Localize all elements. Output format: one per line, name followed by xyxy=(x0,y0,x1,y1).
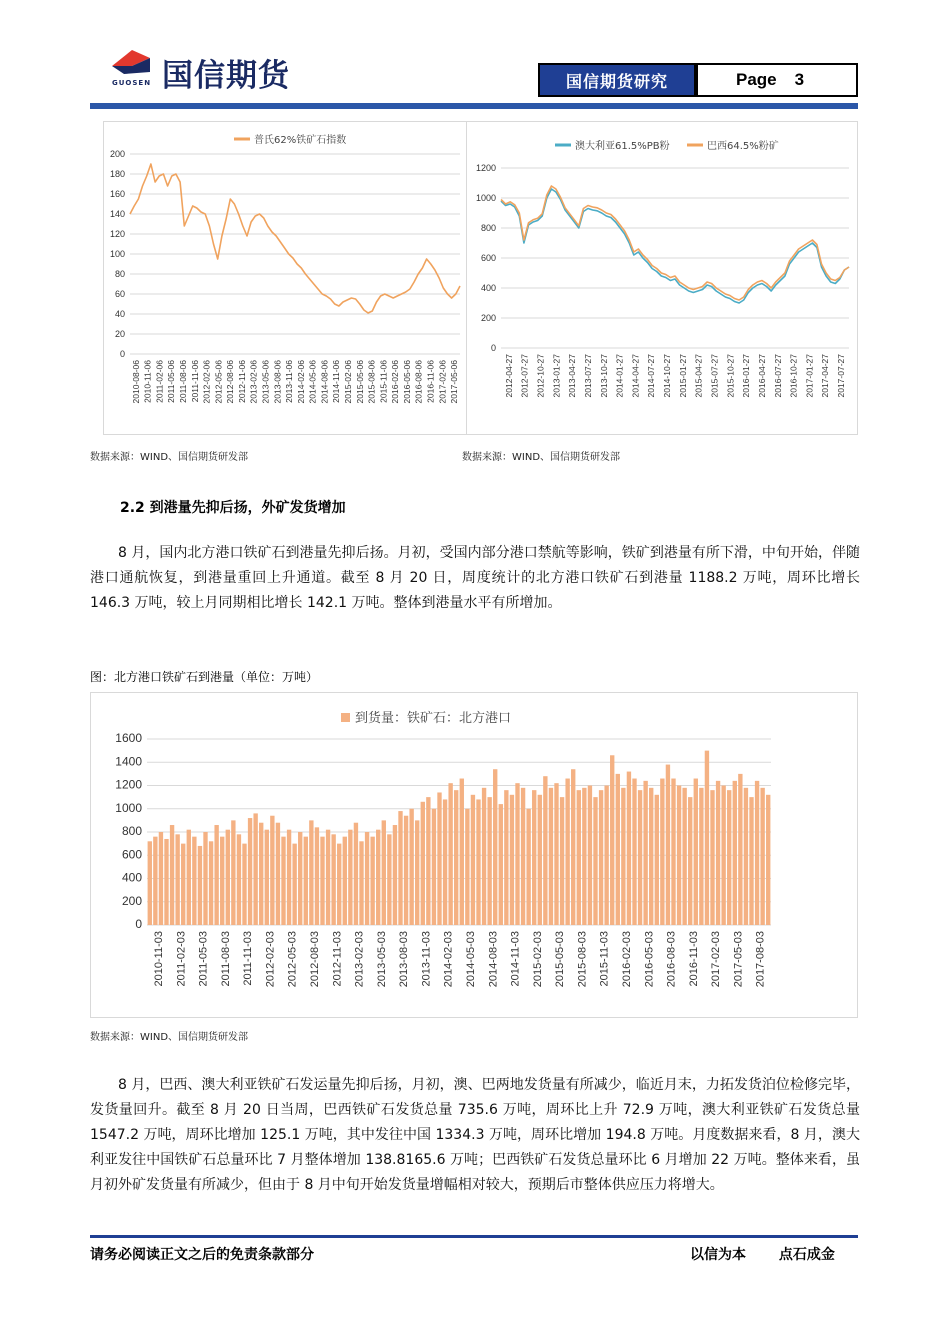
bar xyxy=(281,837,285,925)
x-tick-label: 2015-05-06 xyxy=(354,360,365,404)
x-tick-label: 2013-11-03 xyxy=(420,931,433,987)
logo-text: 国信期货 xyxy=(162,58,290,94)
bar xyxy=(276,823,280,925)
bar xyxy=(170,825,174,925)
guosen-logo-mark-icon xyxy=(110,46,162,80)
x-tick-label: 2014-11-06 xyxy=(331,360,342,403)
bar xyxy=(532,790,536,925)
x-tick-label: 2011-11-06 xyxy=(189,360,200,403)
bar xyxy=(226,830,230,925)
figure-source: 数据来源：WIND、国信期货研发部 xyxy=(90,1032,249,1043)
bar xyxy=(393,825,397,925)
bar xyxy=(309,820,313,925)
bar xyxy=(432,809,436,925)
x-tick-label: 2016-10-27 xyxy=(788,354,799,398)
x-tick-label: 2010-08-06 xyxy=(130,360,141,404)
bar xyxy=(387,834,391,925)
x-tick-label: 2013-10-27 xyxy=(598,354,609,398)
y-tick-label: 600 xyxy=(121,847,142,862)
bar xyxy=(688,797,692,925)
bar xyxy=(599,790,603,925)
bar xyxy=(565,779,569,925)
x-tick-label: 2014-02-03 xyxy=(442,931,455,988)
bar xyxy=(192,837,196,925)
bar xyxy=(354,823,358,925)
x-tick-label: 2011-11-03 xyxy=(242,931,255,986)
y-tick-label: 60 xyxy=(114,289,125,299)
bar xyxy=(448,783,452,925)
y-tick-label: 1000 xyxy=(475,193,496,203)
bar xyxy=(398,811,402,925)
y-tick-label: 1200 xyxy=(115,777,142,792)
bar xyxy=(454,790,458,925)
bar xyxy=(755,781,759,925)
footer-motto-1: 以信为本 xyxy=(690,1247,746,1263)
bar xyxy=(253,813,257,925)
x-tick-label: 2012-02-03 xyxy=(264,931,277,988)
bar xyxy=(237,834,241,925)
legend-label: 巴西64.5%粉矿 xyxy=(707,141,779,152)
bar xyxy=(482,788,486,925)
x-tick-label: 2015-01-27 xyxy=(677,354,688,398)
bar xyxy=(315,827,319,925)
header-page-box xyxy=(696,63,858,97)
x-tick-label: 2017-02-03 xyxy=(710,931,723,988)
bar xyxy=(298,832,302,925)
y-tick-label: 100 xyxy=(109,249,125,259)
x-tick-label: 2012-11-03 xyxy=(331,931,344,987)
platts-index-chart-svg xyxy=(104,122,468,436)
bar xyxy=(733,781,737,925)
bar xyxy=(738,774,742,925)
bar xyxy=(415,820,419,925)
bar xyxy=(571,769,575,925)
header-rule xyxy=(90,103,858,109)
bar xyxy=(471,795,475,925)
x-tick-label: 2010-11-03 xyxy=(152,931,165,987)
bar xyxy=(248,818,252,925)
x-tick-label: 2011-08-06 xyxy=(178,360,189,403)
x-tick-label: 2014-07-27 xyxy=(646,354,657,398)
x-tick-label: 2013-02-03 xyxy=(353,931,366,988)
bar xyxy=(749,797,753,925)
x-tick-label: 2016-11-03 xyxy=(687,931,700,987)
bar xyxy=(343,837,347,925)
y-tick-label: 400 xyxy=(121,870,142,885)
bar xyxy=(682,788,686,925)
bar xyxy=(426,797,430,925)
series-line-1 xyxy=(130,164,460,313)
bar xyxy=(198,846,202,925)
chart-source-left: 数据来源：WIND、国信期货研发部 xyxy=(90,452,249,463)
x-tick-label: 2013-01-27 xyxy=(551,354,562,398)
bar xyxy=(220,837,224,925)
section-title: 2.2 到港量先抑后扬，外矿发货增加 xyxy=(120,500,346,516)
bar xyxy=(760,788,764,925)
x-tick-label: 2015-08-03 xyxy=(576,931,589,988)
page-number: 3 xyxy=(794,70,805,89)
bar xyxy=(203,832,207,925)
x-tick-label: 2014-10-27 xyxy=(662,354,673,398)
bar xyxy=(660,779,664,925)
x-tick-label: 2011-02-03 xyxy=(175,931,188,987)
x-tick-label: 2014-01-27 xyxy=(614,354,625,398)
bar xyxy=(460,779,464,925)
figure-caption: 图：北方港口铁矿石到港量（单位：万吨） xyxy=(90,670,319,684)
chart-source-right: 数据来源：WIND、国信期货研发部 xyxy=(462,452,621,463)
guosen-logo xyxy=(110,46,340,94)
y-tick-label: 80 xyxy=(114,269,125,279)
x-tick-label: 2012-07-27 xyxy=(519,354,530,398)
bar xyxy=(510,795,514,925)
bar xyxy=(159,832,163,925)
x-tick-label: 2010-11-06 xyxy=(142,360,153,403)
bar xyxy=(593,797,597,925)
y-tick-label: 1600 xyxy=(115,731,142,745)
bar xyxy=(153,837,157,925)
bar xyxy=(231,820,235,925)
y-tick-label: 800 xyxy=(480,223,496,233)
y-tick-label: 0 xyxy=(119,349,125,359)
bar xyxy=(443,799,447,925)
x-tick-label: 2014-02-06 xyxy=(295,360,306,404)
bar xyxy=(376,830,380,925)
x-tick-label: 2012-04-27 xyxy=(503,354,514,398)
x-tick-label: 2017-02-06 xyxy=(437,360,448,404)
bar xyxy=(632,779,636,925)
bar xyxy=(181,844,185,925)
x-tick-label: 2012-08-06 xyxy=(225,360,236,404)
pb-vs-brazil-chart-svg xyxy=(467,122,859,436)
x-tick-label: 2015-10-27 xyxy=(725,354,736,398)
bar xyxy=(292,844,296,925)
x-tick-label: 2016-07-27 xyxy=(772,354,783,398)
x-tick-label: 2015-11-06 xyxy=(378,360,389,403)
bar xyxy=(320,837,324,925)
bar xyxy=(588,786,592,926)
bar xyxy=(727,790,731,925)
x-tick-label: 2015-11-03 xyxy=(598,931,611,987)
x-tick-label: 2014-04-27 xyxy=(630,354,641,398)
x-tick-label: 2013-05-03 xyxy=(375,931,388,988)
bar xyxy=(265,830,269,925)
bar xyxy=(766,795,770,925)
x-tick-label: 2017-08-03 xyxy=(754,931,767,988)
bar xyxy=(465,809,469,925)
series-line-2 xyxy=(501,186,849,300)
x-tick-label: 2014-05-03 xyxy=(464,931,477,988)
y-tick-label: 160 xyxy=(109,189,125,199)
y-tick-label: 400 xyxy=(480,283,496,293)
bar xyxy=(560,797,564,925)
bar xyxy=(214,825,218,925)
legend-swatch xyxy=(341,713,350,722)
x-tick-label: 2017-04-27 xyxy=(820,354,831,398)
x-tick-label: 2015-04-27 xyxy=(693,354,704,398)
y-tick-label: 800 xyxy=(121,824,142,838)
x-tick-label: 2015-02-03 xyxy=(531,931,544,988)
x-tick-label: 2016-08-03 xyxy=(665,931,678,988)
bar xyxy=(582,788,586,925)
x-tick-label: 2011-08-03 xyxy=(219,931,232,987)
bar xyxy=(409,809,413,925)
bar xyxy=(487,797,491,925)
bar xyxy=(655,795,659,925)
bar xyxy=(476,799,480,925)
bar xyxy=(699,788,703,925)
x-tick-label: 2013-04-27 xyxy=(567,354,578,398)
legend-label: 到货量：铁矿石：北方港口 xyxy=(355,711,512,726)
bar xyxy=(554,783,558,925)
bar xyxy=(370,837,374,925)
bar xyxy=(543,776,547,925)
footer-motto-2: 点石成金 xyxy=(778,1247,835,1263)
y-tick-label: 20 xyxy=(114,329,125,339)
x-tick-label: 2015-08-06 xyxy=(366,360,377,404)
bar xyxy=(421,802,425,925)
x-tick-label: 2011-02-06 xyxy=(154,360,165,403)
x-tick-label: 2015-07-27 xyxy=(709,354,720,398)
bar xyxy=(694,779,698,925)
x-tick-label: 2014-05-06 xyxy=(307,360,318,404)
bar xyxy=(259,823,263,925)
y-tick-label: 0 xyxy=(135,917,142,931)
paragraph-arrivals: 8 月，国内北方港口铁矿石到港量先抑后扬。月初，受国内部分港口禁航等影响，铁矿到港量有所下滑，中旬开始，伴随港口通航恢复，到港量重回上升通道。截至 8 月 20 日，周度统计的北方港口铁矿石到港量 1188.2 万吨，周环比增长 146.3 万吨，较上月同期相比增长 142.1 万吨。整体到港量水平有所增加。 xyxy=(90,545,860,611)
x-tick-label: 2016-02-06 xyxy=(390,360,401,404)
bar xyxy=(326,830,330,925)
legend-label: 普氏62%铁矿石指数 xyxy=(254,135,347,146)
x-tick-label: 2013-08-06 xyxy=(272,360,283,404)
bar xyxy=(526,809,530,925)
bar xyxy=(521,788,525,925)
bar xyxy=(499,804,503,925)
x-tick-label: 2016-08-06 xyxy=(413,360,424,404)
x-tick-label: 2012-05-06 xyxy=(213,360,224,404)
x-tick-label: 2016-11-06 xyxy=(425,360,436,403)
logo-sub: GUOSEN xyxy=(112,79,152,87)
x-tick-label: 2016-05-03 xyxy=(643,931,656,988)
y-tick-label: 0 xyxy=(490,343,496,353)
x-tick-label: 2012-11-06 xyxy=(236,360,247,403)
bar xyxy=(504,790,508,925)
x-tick-label: 2016-01-27 xyxy=(741,354,752,398)
bar xyxy=(638,790,642,925)
bar xyxy=(649,788,653,925)
x-tick-label: 2013-02-06 xyxy=(248,360,259,404)
footer-rule xyxy=(90,1235,858,1238)
bar xyxy=(404,816,408,925)
y-tick-label: 1400 xyxy=(115,754,142,769)
pb-vs-brazil-chart xyxy=(466,121,858,435)
bar xyxy=(549,788,553,925)
x-tick-label: 2015-02-06 xyxy=(343,360,354,404)
x-tick-label: 2013-07-27 xyxy=(582,354,593,398)
y-tick-label: 180 xyxy=(109,169,125,179)
north-port-arrivals-chart xyxy=(90,692,858,1018)
header-section-label: 国信期货研究 xyxy=(538,63,696,97)
bar xyxy=(716,781,720,925)
x-tick-label: 2017-07-27 xyxy=(836,354,847,398)
bar xyxy=(710,790,714,925)
x-tick-label: 2017-05-06 xyxy=(449,360,460,404)
page-label: Page xyxy=(736,70,777,89)
x-tick-label: 2013-08-03 xyxy=(398,931,411,988)
x-tick-label: 2014-08-06 xyxy=(319,360,330,404)
bar xyxy=(616,774,620,925)
x-tick-label: 2014-08-03 xyxy=(487,931,500,988)
x-tick-label: 2012-02-06 xyxy=(201,360,212,404)
bar xyxy=(744,788,748,925)
bar xyxy=(493,769,497,925)
x-tick-label: 2014-11-03 xyxy=(509,931,522,987)
y-tick-label: 1000 xyxy=(115,800,142,815)
x-tick-label: 2012-08-03 xyxy=(308,931,321,988)
bar xyxy=(242,844,246,925)
north-port-arrivals-chart-svg xyxy=(91,693,859,1019)
y-tick-label: 120 xyxy=(109,229,125,239)
bar xyxy=(666,765,670,925)
bar xyxy=(348,830,352,925)
bar xyxy=(671,779,675,925)
x-tick-label: 2016-02-03 xyxy=(620,931,633,988)
bar xyxy=(621,788,625,925)
bar xyxy=(627,772,631,925)
bar xyxy=(209,841,213,925)
bar xyxy=(677,786,681,926)
paragraph-shipments: 8 月，巴西、澳大利亚铁矿石发运量先抑后扬，月初，澳、巴两地发货量有所减少，临近月末，力拓发货泊位检修完毕，发货量回升。截至 8 月 20 日当周，巴西铁矿石发货总量 735.6 万吨，周环比上升 72.9 万吨，澳大利亚铁矿石发货总量 1547.2 万吨，周环比增加 125.1 万吨，其中发往中国 1334.3 万吨，周环比增加 194.8 万吨。月度数据来看，8 月，澳大利亚发往中国铁矿石总量环比 7 月整体增加 138.8165.6 万吨；巴西铁矿石发货总量环比 6 月增加 22 万吨。整体来看，虽月初外矿发货量有所减少，但由于 8 月中旬开始发货量增幅相对较大，预期后市整体供应压力将增大。 xyxy=(90,1077,860,1193)
bar xyxy=(643,781,647,925)
x-tick-label: 2011-05-06 xyxy=(166,360,177,403)
x-tick-label: 2012-05-03 xyxy=(286,931,299,988)
bar xyxy=(304,837,308,925)
y-tick-label: 200 xyxy=(109,149,125,159)
bar xyxy=(359,841,363,925)
bar xyxy=(610,755,614,925)
bar xyxy=(331,834,335,925)
y-tick-label: 1200 xyxy=(475,163,496,173)
x-tick-label: 2016-04-27 xyxy=(756,354,767,398)
x-tick-label: 2016-05-06 xyxy=(401,360,412,404)
bar xyxy=(577,790,581,925)
footer-motto xyxy=(690,1244,835,1264)
y-tick-label: 200 xyxy=(121,893,142,908)
x-tick-label: 2013-05-06 xyxy=(260,360,271,404)
footer-disclaimer: 请务必阅读正文之后的免责条款部分 xyxy=(90,1247,314,1263)
x-tick-label: 2011-05-03 xyxy=(197,931,210,987)
y-tick-label: 600 xyxy=(480,253,496,263)
platts-index-chart xyxy=(103,121,467,435)
bar xyxy=(337,844,341,925)
x-tick-label: 2017-01-27 xyxy=(804,354,815,398)
legend-label: 澳大利亚61.5%PB粉 xyxy=(575,141,670,152)
bar xyxy=(382,820,386,925)
y-tick-label: 200 xyxy=(480,313,496,323)
bar xyxy=(270,816,274,925)
bar xyxy=(175,834,179,925)
x-tick-label: 2013-11-06 xyxy=(284,360,295,403)
series-line-1 xyxy=(501,189,849,303)
bar xyxy=(705,751,709,925)
bar xyxy=(365,832,369,925)
bar xyxy=(515,783,519,925)
x-tick-label: 2012-10-27 xyxy=(535,354,546,398)
bar xyxy=(187,830,191,925)
y-tick-label: 40 xyxy=(114,309,125,319)
bar xyxy=(538,795,542,925)
bar xyxy=(287,830,291,925)
bar xyxy=(437,792,441,925)
bar xyxy=(604,786,608,926)
bar xyxy=(721,786,725,926)
x-tick-label: 2015-05-03 xyxy=(554,931,567,988)
x-tick-label: 2017-05-03 xyxy=(732,931,745,988)
bar xyxy=(148,841,152,925)
y-tick-label: 140 xyxy=(109,209,125,219)
bar xyxy=(164,839,168,925)
